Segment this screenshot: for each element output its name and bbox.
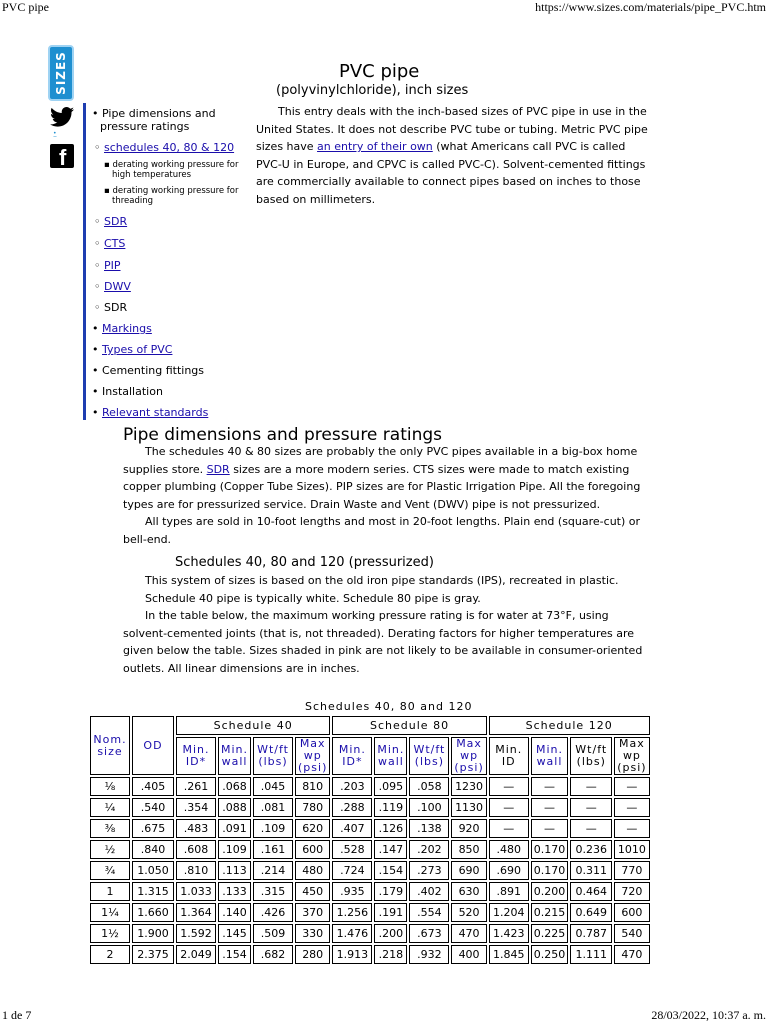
sub120-header-2: [570, 737, 612, 775]
sub80-header-0[interactable]: [332, 737, 372, 775]
table-cell: 1130: [451, 798, 486, 817]
p1-text-a: The schedules 40 & 80 sizes are probably the only PVC pipes available in a big-box home supplies store.: [123, 445, 638, 476]
table-cell: 920: [451, 819, 486, 838]
table-cell: 450: [295, 882, 330, 901]
logo-text: SIZES: [54, 51, 68, 95]
toc-item-derating-temp-cont: [112, 170, 191, 181]
page-subtitle: (polyvinylchloride), inch sizes: [276, 83, 469, 98]
table-cell: .528: [332, 840, 372, 859]
table-cell: .088: [218, 798, 251, 817]
table-cell: .932: [409, 945, 449, 964]
toc-label: Installation: [102, 385, 163, 398]
table-cell: 0.215: [531, 903, 569, 922]
table-cell: 0.236: [570, 840, 612, 859]
table-cell: 480: [295, 861, 330, 880]
table-cell: 1.033: [176, 882, 216, 901]
table-cell: .673: [409, 924, 449, 943]
table-cell: .509: [253, 924, 293, 943]
table-cell: 0.649: [570, 903, 612, 922]
table-cell: .675: [132, 819, 174, 838]
table-cell: .724: [332, 861, 372, 880]
table-cell: 850: [451, 840, 486, 859]
header-label: Min. ID: [495, 743, 523, 768]
table-cell: .261: [176, 777, 216, 796]
table-cell: —: [489, 798, 529, 817]
table-cell: —: [570, 777, 612, 796]
table-cell: —: [531, 777, 569, 796]
table-cell: .288: [332, 798, 372, 817]
header-label[interactable]: Min. wall: [221, 743, 249, 768]
print-header-url: https://www.sizes.com/materials/pipe_PVC.htm: [535, 0, 766, 14]
twitter-count: •̲: [53, 130, 57, 137]
table-cell: .480: [489, 840, 529, 859]
od-link[interactable]: OD: [143, 738, 163, 752]
table-cell: .554: [409, 903, 449, 922]
intro-text-a: This entry deals with the inch-based sizes of PVC pipe in use in the United States. It does not describe PVC tube or tubing. Metric PVC pipe sizes have: [256, 105, 648, 153]
p3: This system of sizes is based on the old iron pipe standards (IPS), recreated in plastic.: [145, 574, 619, 587]
table-row: [90, 924, 650, 943]
table-cell: 1230: [451, 777, 486, 796]
toc-link[interactable]: Relevant standards: [102, 406, 209, 419]
table-cell: .109: [218, 840, 251, 859]
toc-label: derating working pressure for: [112, 186, 239, 196]
table-row: [90, 945, 650, 964]
toc-label: threading: [112, 196, 154, 206]
table-cell: .100: [409, 798, 449, 817]
table-cell: —: [489, 819, 529, 838]
table-cell: 0.225: [531, 924, 569, 943]
table-cell: 2: [90, 945, 130, 964]
table-cell: .483: [176, 819, 216, 838]
sdr-link[interactable]: SDR: [206, 462, 230, 476]
table-cell: .081: [253, 798, 293, 817]
header-label[interactable]: Min. wall: [377, 743, 405, 768]
print-header-title: PVC pipe: [2, 0, 50, 14]
toc-item-cts[interactable]: ◦ CTS: [94, 237, 126, 250]
table-caption: Schedules 40, 80 and 120: [305, 700, 473, 713]
header-label[interactable]: Wt/ft (lbs): [413, 743, 446, 768]
table-cell: 620: [295, 819, 330, 838]
toc-item-sdr[interactable]: ◦ SDR: [94, 215, 128, 228]
table-cell: 770: [614, 861, 649, 880]
table-cell: .140: [218, 903, 251, 922]
subsection-body: [123, 572, 645, 677]
table-cell: 330: [295, 924, 330, 943]
table-cell: 1.423: [489, 924, 529, 943]
table-cell: ¾: [90, 861, 130, 880]
table-cell: .179: [374, 882, 407, 901]
header-label[interactable]: Max wp (psi): [454, 737, 484, 774]
toc-item-pip[interactable]: ◦ PIP: [94, 259, 121, 272]
page-title: PVC pipe: [339, 61, 420, 82]
table-cell: 780: [295, 798, 330, 817]
toc-link[interactable]: Markings: [102, 322, 152, 335]
table-cell: 0.200: [531, 882, 569, 901]
table-row: [90, 861, 650, 880]
sub120-header-0: [489, 737, 529, 775]
table-cell: .138: [409, 819, 449, 838]
group-schedule-80: Schedule 80: [332, 716, 486, 735]
table-cell: .203: [332, 777, 372, 796]
toc-link[interactable]: CTS: [104, 237, 126, 250]
table-cell: 1.256: [332, 903, 372, 922]
table-cell: 720: [614, 882, 649, 901]
sub40-header-1[interactable]: [218, 737, 251, 775]
toc-item-pipe-dimensions[interactable]: • Pipe dimensions and: [92, 107, 216, 120]
table-cell: 1½: [90, 924, 130, 943]
toc-link[interactable]: PIP: [104, 259, 121, 272]
p5: In the table below, the maximum working pressure rating is for water at 73°F, using solvent-cemented joints (that is, not threaded). Derating factors for higher temperatures are given below the table. Sizes shaded in pink are not likely to be available in consumer-oriented outlets. All linear dimensions are in inches.: [123, 609, 643, 675]
intro-paragraph: [256, 103, 648, 208]
table-cell: 1.900: [132, 924, 174, 943]
table-cell: .068: [218, 777, 251, 796]
table-cell: 400: [451, 945, 486, 964]
col-nom-size[interactable]: [90, 716, 130, 775]
table-cell: 600: [295, 840, 330, 859]
table-cell: —: [570, 798, 612, 817]
header-label[interactable]: Min. ID*: [182, 743, 210, 768]
table-cell: 1.845: [489, 945, 529, 964]
toc-item-cementing[interactable]: • Cementing fittings: [92, 364, 205, 377]
table-cell: —: [531, 798, 569, 817]
table-cell: 690: [451, 861, 486, 880]
sub40-header-0[interactable]: [176, 737, 216, 775]
toc-link[interactable]: SDR: [104, 215, 128, 228]
pipe-table: [88, 714, 652, 966]
table-cell: .407: [332, 819, 372, 838]
sub80-header-2[interactable]: [409, 737, 449, 775]
table-cell: .133: [218, 882, 251, 901]
table-cell: .113: [218, 861, 251, 880]
table-cell: .045: [253, 777, 293, 796]
table-cell: .161: [253, 840, 293, 859]
table-cell: 1.913: [332, 945, 372, 964]
table-cell: 0.464: [570, 882, 612, 901]
group-schedule-40: Schedule 40: [176, 716, 330, 735]
table-cell: .315: [253, 882, 293, 901]
table-cell: —: [614, 798, 649, 817]
header-label[interactable]: Min. ID*: [338, 743, 366, 768]
table-cell: 1.050: [132, 861, 174, 880]
toc-label: pressure ratings: [100, 120, 190, 133]
table-cell: 1.592: [176, 924, 216, 943]
toc-item-derating-thread[interactable]: ▪ derating working pressure for: [104, 186, 239, 196]
sub40-header-2[interactable]: [253, 737, 293, 775]
table-cell: .147: [374, 840, 407, 859]
table-cell: .154: [374, 861, 407, 880]
table-cell: 1.660: [132, 903, 174, 922]
facebook-icon[interactable]: f: [50, 144, 74, 168]
table-row: [90, 840, 650, 859]
table-cell: 1¼: [90, 903, 130, 922]
section-body: [123, 443, 645, 548]
intro-text-b: (what Americans call PVC is called PVC-U in Europe, and CPVC is called PVC-C). Solvent-cemented fittings are commercially available to connect pipes based on inches to those based on millimeters.: [256, 140, 646, 206]
group-schedule-120: Schedule 120: [489, 716, 650, 735]
table-of-contents: [83, 103, 238, 420]
table-cell: 0.170: [531, 840, 569, 859]
table-cell: .058: [409, 777, 449, 796]
table-cell: ½: [90, 840, 130, 859]
table-cell: 810: [295, 777, 330, 796]
table-cell: .891: [489, 882, 529, 901]
col-od[interactable]: [132, 716, 174, 775]
toc-item-derating-thread-cont: [112, 196, 153, 207]
table-cell: 1.476: [332, 924, 372, 943]
table-cell: .405: [132, 777, 174, 796]
table-cell: 470: [614, 945, 649, 964]
table-cell: .810: [176, 861, 216, 880]
table-row: [90, 882, 650, 901]
table-cell: 470: [451, 924, 486, 943]
table-cell: .426: [253, 903, 293, 922]
sub80-header-1[interactable]: [374, 737, 407, 775]
toc-link[interactable]: Types of PVC: [102, 343, 173, 356]
table-cell: .354: [176, 798, 216, 817]
subsection-heading: Schedules 40, 80 and 120 (pressurized): [175, 555, 434, 570]
table-cell: .191: [374, 903, 407, 922]
table-cell: .091: [218, 819, 251, 838]
table-cell: .218: [374, 945, 407, 964]
toc-item-schedules[interactable]: ◦ schedules 40, 80 & 120: [94, 141, 235, 154]
sub80-header-3[interactable]: [451, 737, 486, 775]
table-cell: —: [531, 819, 569, 838]
sizes-logo[interactable]: [48, 45, 74, 101]
table-row: [90, 777, 650, 796]
table-cell: .402: [409, 882, 449, 901]
table-cell: .214: [253, 861, 293, 880]
table-cell: 370: [295, 903, 330, 922]
toc-item-sdr-2[interactable]: ◦ SDR: [94, 301, 128, 314]
table-cell: 630: [451, 882, 486, 901]
table-cell: 2.375: [132, 945, 174, 964]
table-cell: —: [614, 819, 649, 838]
table-cell: —: [614, 777, 649, 796]
table-cell: ¼: [90, 798, 130, 817]
table-cell: 1.315: [132, 882, 174, 901]
table-cell: 1: [90, 882, 130, 901]
table-cell: 0.170: [531, 861, 569, 880]
header-label: Max wp (psi): [617, 737, 647, 774]
table-cell: ⅛: [90, 777, 130, 796]
table-cell: 1.111: [570, 945, 612, 964]
table-cell: .109: [253, 819, 293, 838]
table-cell: .682: [253, 945, 293, 964]
table-row: [90, 819, 650, 838]
toc-label: Pipe dimensions and: [102, 107, 216, 120]
toc-item-installation[interactable]: • Installation: [92, 385, 163, 398]
p2: All types are sold in 10-foot lengths and most in 20-foot lengths. Plain end (square-cut) or bell-end.: [123, 515, 641, 546]
table-cell: 1010: [614, 840, 649, 859]
header-label[interactable]: Min. wall: [535, 743, 563, 768]
table-cell: 600: [614, 903, 649, 922]
table-cell: .202: [409, 840, 449, 859]
toc-item-types[interactable]: • Types of PVC: [92, 343, 173, 356]
table-cell: —: [570, 819, 612, 838]
table-cell: 2.049: [176, 945, 216, 964]
print-footer-page: 1 de 7: [2, 1008, 32, 1022]
sub40-header-3[interactable]: [295, 737, 330, 775]
metric-entry-link[interactable]: an entry of their own: [317, 140, 433, 153]
table-cell: .608: [176, 840, 216, 859]
table-cell: .126: [374, 819, 407, 838]
table-cell: 520: [451, 903, 486, 922]
toc-label: derating working pressure for: [112, 160, 239, 170]
nom-size-link[interactable]: Nom. size: [93, 732, 127, 758]
toc-link[interactable]: DWV: [104, 280, 131, 293]
toc-label: high temperatures: [112, 170, 192, 180]
table-cell: 0.787: [570, 924, 612, 943]
p1-text-b: sizes are a more modern series. CTS sizes were made to match existing copper plumbing (Copper Tube Sizes). PIP sizes are for Plastic Irrigation Pipe. All the foregoing types are for pressurized service. Drain Waste and Vent (DWV) pipe is not pressurized.: [123, 462, 641, 511]
toc-item-pipe-dimensions-cont: [100, 120, 189, 134]
section-heading: Pipe dimensions and pressure ratings: [123, 425, 443, 445]
table-cell: 0.250: [531, 945, 569, 964]
header-label: Wt/ft (lbs): [575, 743, 608, 768]
table-cell: ⅜: [90, 819, 130, 838]
twitter-icon[interactable]: [50, 106, 74, 128]
table-cell: .840: [132, 840, 174, 859]
p4: Schedule 40 pipe is typically white. Schedule 80 pipe is gray.: [145, 591, 481, 605]
table-cell: 1.204: [489, 903, 529, 922]
table-row: [90, 903, 650, 922]
table-cell: .935: [332, 882, 372, 901]
toc-label: Cementing fittings: [102, 364, 205, 377]
toc-item-standards[interactable]: • Relevant standards: [92, 406, 209, 419]
table-cell: .540: [132, 798, 174, 817]
table-cell: .690: [489, 861, 529, 880]
toc-item-derating-temp[interactable]: ▪ derating working pressure for: [104, 160, 239, 170]
table-cell: .145: [218, 924, 251, 943]
table-cell: 540: [614, 924, 649, 943]
table-cell: .273: [409, 861, 449, 880]
table-cell: .119: [374, 798, 407, 817]
table-cell: 1.364: [176, 903, 216, 922]
table-cell: .200: [374, 924, 407, 943]
toc-link[interactable]: schedules 40, 80 & 120: [104, 141, 235, 154]
toc-item-dwv[interactable]: ◦ DWV: [94, 280, 131, 293]
toc-item-markings[interactable]: • Markings: [92, 322, 152, 335]
table-row: [90, 798, 650, 817]
table-cell: .095: [374, 777, 407, 796]
table-cell: 0.311: [570, 861, 612, 880]
table-cell: —: [489, 777, 529, 796]
sub120-header-3: [614, 737, 649, 775]
sub120-header-1[interactable]: [531, 737, 569, 775]
toc-label: SDR: [104, 301, 128, 314]
table-cell: 280: [295, 945, 330, 964]
header-label[interactable]: Max wp (psi): [298, 737, 328, 774]
table-cell: .154: [218, 945, 251, 964]
print-footer-datetime: 28/03/2022, 10:37 a. m.: [651, 1008, 766, 1022]
header-label[interactable]: Wt/ft (lbs): [257, 743, 289, 768]
